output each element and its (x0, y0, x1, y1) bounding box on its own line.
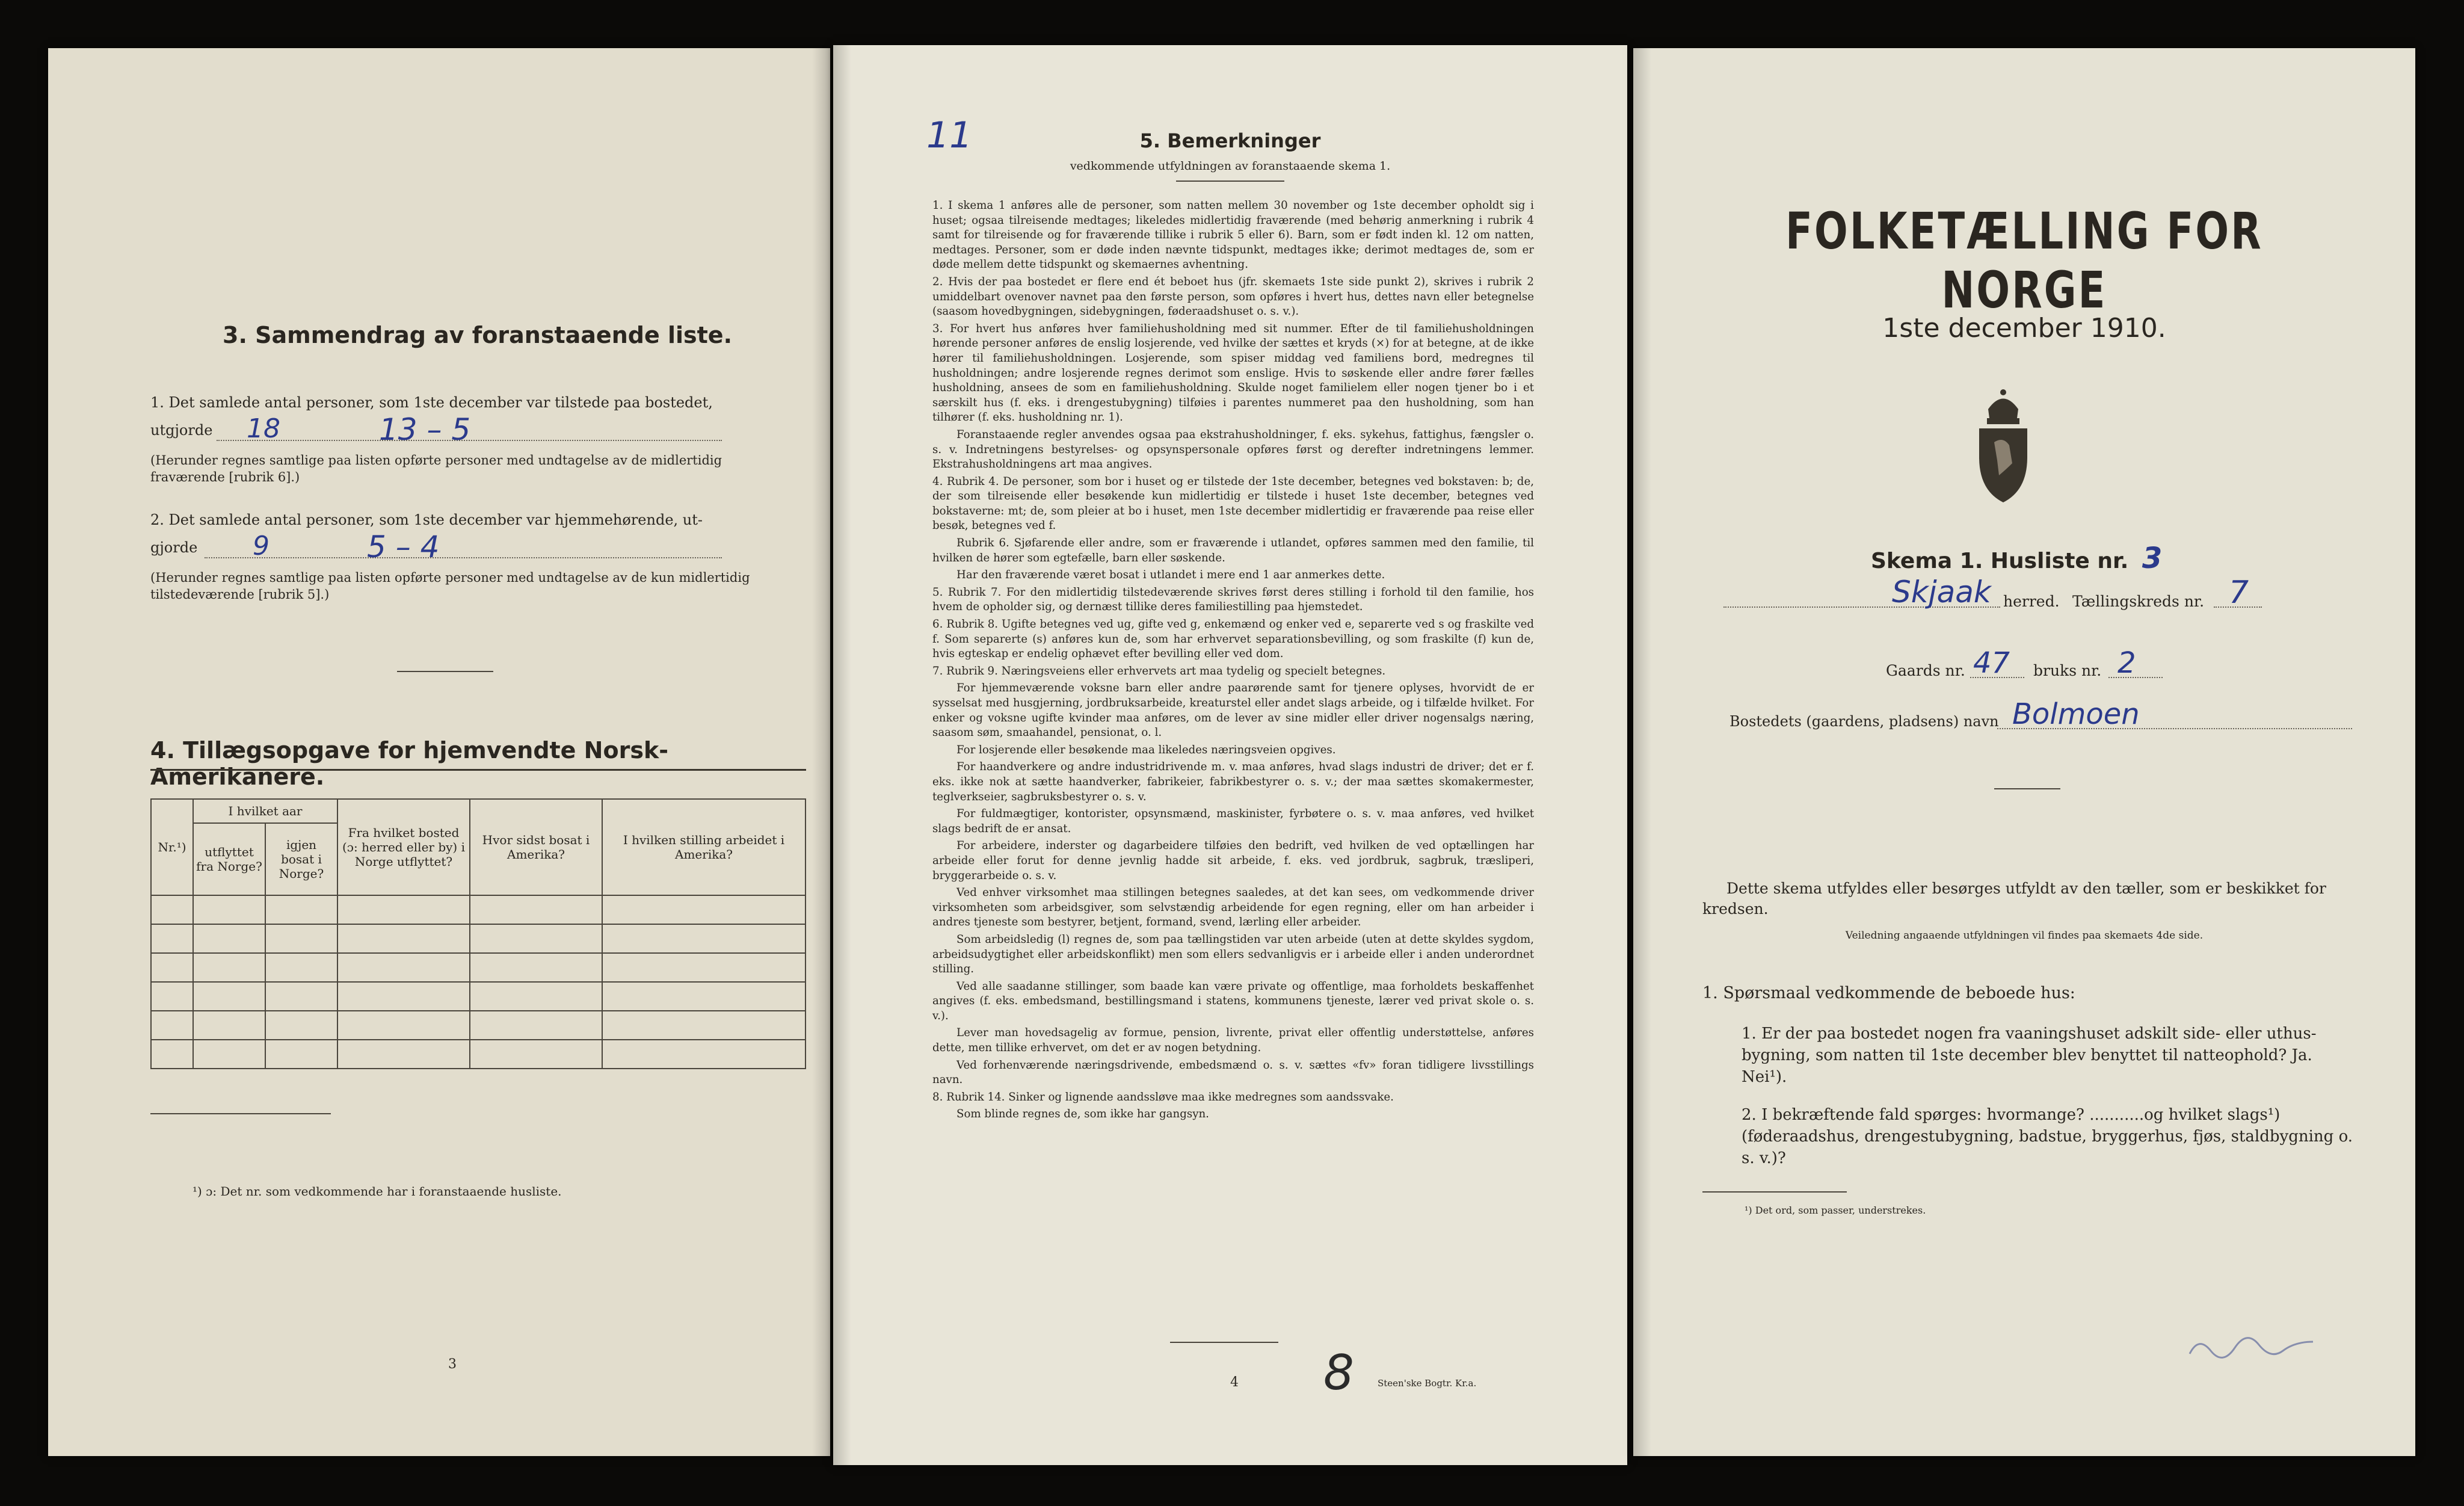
gaards-row (1886, 646, 2415, 692)
kreds-label: Tællingskreds nr. (2072, 593, 2205, 610)
section4-rule (150, 769, 806, 771)
table-row (151, 982, 805, 1011)
col-hvor-bosat: Hvor sidst bosat i Amerika? (470, 799, 602, 895)
page-number: 4 (1230, 1375, 1239, 1390)
husliste-number: 3 (2142, 542, 2163, 575)
question-2: 2. I bekræftende fald spørges: hvormange? ...........og hvilket slags¹) (føderaadshus, drengestubygning, badstue, bryggerhus, fjøs, staldbygning o. s. v.)? (1742, 1106, 2353, 1167)
table-row (151, 1040, 805, 1069)
remark-paragraph: For hjemmeværende voksne barn eller andre paarørende samt for tjenere oplyses, hvorvidt de er sysselsat med husgjerning, jordbruksarbeide, kreaturstel eller andet slags arbeide, og i tilfælde hvilket. For enker og voksne ugifte kvinder maa anføres, om de lever av sine midler eller driver nogensalgs næring, saasom søm, smaahandel, pensionat, o. l. (932, 682, 1534, 739)
norsk-amerikanere-table (150, 798, 806, 1069)
remark-paragraph: Rubrik 6. Sjøfarende eller andre, som er fraværende i utlandet, opføres sammen med den familie, til hvilken de hører som egtefælle, barn eller søskende. (932, 537, 1534, 564)
herred-value: Skjaak (1892, 575, 1991, 609)
item2-answer-row (150, 529, 800, 566)
printer-credit: Steen'ske Bogtr. Kr.a. (1378, 1378, 1477, 1389)
bosted-row (1729, 697, 2391, 743)
remark-paragraph: Som blinde regnes de, som ikke har gangsyn. (956, 1108, 1209, 1121)
item1-handwritten-split: 13 – 5 (379, 412, 471, 447)
right-page (1633, 48, 2415, 1456)
remark-paragraph: 1. I skema 1 anføres alle de personer, som natten mellem 30 november og 1ste december opholdt sig i huset; ogsaa tilreisende medtages; likeledes midlertidig fraværende (med behørig anmerkning i rubrik 4 samt for tilreisende og for fraværende tillike i rubrik 5 eller 6). Barn, som er født inden kl. 12 om natten, medtages. Personer, som er døde inden nævnte tidspunkt, medtages ikke; derimot medtages de, som er døde mellem dette tidspunkt og skemaernes avhentning. (932, 199, 1534, 271)
question-header-text: 1. Spørsmaal vedkommende de beboede hus: (1702, 984, 2075, 1002)
col-group-aar: I hvilket aar (193, 799, 337, 823)
section4-title: 4. Tillægsopgave for hjemvendte Norsk-Amerikanere. (150, 737, 668, 790)
bosted-label: Bostedets (gaardens, pladsens) navn (1729, 713, 1999, 730)
remark-paragraph: Ved enhver virksomhet maa stillingen betegnes saaledes, at det kan sees, om vedkommende driver virksomheten som arbeidsgiver, som selvstændig arbeidende for egen regning, eller om han arbeider i andres tjeneste som bestyrer, betjent, formand, svend, lærling eller arbeider. (932, 886, 1534, 929)
herred-label: herred. (2003, 593, 2060, 610)
remark-paragraph: 7. Rubrik 9. Næringsveiens eller erhvervets art maa tydelig og specielt betegnes. (932, 664, 1386, 677)
census-title: FOLKETÆLLING FOR NORGE (1785, 202, 2263, 319)
section3-item1 (150, 394, 800, 486)
question-1: 1. Er der paa bostedet nogen fra vaaningshuset adskilt side- eller uthus-bygning, som natten til 1ste december blev benyttet til natteophold? Ja. Nei¹). (1742, 1025, 2317, 1086)
item2-handwritten-total: 9 (253, 531, 270, 561)
table-row (151, 1011, 805, 1040)
remark-paragraph: Ved alle saadanne stillinger, som baade kan være private og offentlige, maa forholdets beskaffenhet angives (f. eks. embedsmand, bestillingsmand i statens, kommunens tjeneste, lærer ved privat skole o. s. v.). (932, 980, 1534, 1022)
page-fold-shadow (1633, 48, 1651, 1456)
coat-of-arms-icon (1970, 385, 2036, 505)
remark-paragraph: For losjerende eller besøkende maa likeledes næringsveien opgives. (956, 743, 1336, 756)
remarks-body (932, 199, 1534, 1125)
gaards-label: Gaards nr. (1886, 662, 1965, 679)
item2-label: gjorde (150, 539, 198, 556)
gaards-value: 47 (1973, 646, 2010, 680)
footnote-rule (150, 1113, 331, 1114)
ornament-divider (1994, 788, 2060, 789)
section3-item2 (150, 511, 800, 603)
remark-paragraph: Har den fraværende været bosat i utlandet i mere end 1 aar anmerkes dette. (956, 569, 1385, 582)
col-nr: Nr.¹) (151, 799, 193, 895)
remark-paragraph: 6. Rubrik 8. Ugifte betegnes ved ug, gifte ved g, enkemænd og enker ved e, separerte ved s og fraskilte ved f. Som separerte (s) anføres kun de, som har erhvervet separationsbevilling, og som fraskilte (f) kun de, hvis egteskap er endelig ophævet efter bevilling eller ved dom. (932, 618, 1534, 661)
footnote-text: ¹) Det ord, som passer, understrekes. (1745, 1205, 1926, 1216)
faint-stamp-scribble (2187, 1330, 2319, 1366)
middle-page (833, 45, 1627, 1465)
bosted-value: Bolmoen (2012, 697, 2140, 731)
item1-answer-row (150, 412, 800, 448)
herred-row (1723, 575, 2385, 626)
item2-note: (Herunder regnes samtlige paa listen opførte personer med undtagelse av de kun midlertidig tilstedeværende [rubrik 5].) (150, 570, 750, 602)
table-row (151, 924, 805, 953)
remark-paragraph: 2. Hvis der paa bostedet er flere end ét beboet hus (jfr. skemaets 1ste side punkt 2), skrives i rubrik 2 umiddelbart ovenover navnet paa den første person, som opføres i hvert hus, dettes navn eller betegnelse (saasom hovedbygningen, sidebygningen, føderaadshuset o. s. v.). (932, 275, 1534, 318)
census-date: 1ste december 1910. (1882, 313, 2166, 344)
page-number: 3 (448, 1357, 457, 1372)
remark-paragraph: For fuldmægtiger, kontorister, opsynsmænd, maskinister, fyrbøtere o. s. v. maa anføres, ved hvilket slags bedrift de er ansat. (932, 807, 1534, 835)
col-fra-bosted: Fra hvilket bosted (ɔ: herred eller by) i Norge utflyttet? (337, 799, 470, 895)
table-row (151, 953, 805, 982)
kreds-value: 7 (2229, 575, 2249, 611)
col-utflyttet: utflyttet fra Norge? (193, 823, 265, 895)
item2-handwritten-split: 5 – 4 (367, 529, 440, 564)
item1-label: utgjorde (150, 422, 213, 439)
col-igjen-bosat: igjen bosat i Norge? (265, 823, 337, 895)
col-stilling: I hvilken stilling arbeidet i Amerika? (602, 799, 805, 895)
remark-paragraph: Lever man hovedsagelig av formue, pension, livrente, privat eller offentlig understøttelse, anføres dette, men tillike erhvervet, om det er av nogen betydning. (932, 1026, 1534, 1055)
bottom-rule (1170, 1342, 1278, 1343)
remark-paragraph: 4. Rubrik 4. De personer, som bor i huset og er tilstede der 1ste december, betegnes ved bokstaven: b; de, der som tilreisende eller besøkende kun midlertidig er tilstede i huset 1ste december, betegnes ved bokstaverne: mt; de, som pleier at bo i huset, men 1ste december midlertidig er fraværende paa reise eller besøk, betegnes ved f. (932, 475, 1534, 532)
remark-paragraph: Ved forhenværende næringsdrivende, embedsmænd o. s. v. sættes «fv» foran tidligere livsstillings navn. (932, 1058, 1534, 1087)
item2-dotted-line (205, 557, 722, 558)
remark-paragraph: Som arbeidsledig (l) regnes de, som paa tællingstiden var uten arbeide (uten at dette skyldes sygdom, arbeidsudygtighet eller arbeidskonflikt) men som ellers sedvanligvis er i arbeide eller i anden underordnet stilling. (932, 933, 1534, 976)
bruks-value: 2 (2118, 646, 2136, 680)
remark-paragraph: For haandverkere og andre industridrivende m. v. maa anføres, hvad slags industri de driver; det er f. eks. ikke nok at sætte haandverker, fabrikeier, fabrikbestyrer o. s. v.; der maa sættes skomakermester, teglverkseier, sagbruksbestyrer o. s. v. (932, 761, 1534, 803)
table-row (151, 895, 805, 924)
left-page (48, 48, 830, 1456)
handwritten-sheet-number: 11 (926, 114, 973, 156)
title-rule (1176, 181, 1284, 182)
handwritten-mark: 8 (1323, 1345, 1354, 1401)
remark-paragraph: 3. For hvert hus anføres hver familiehusholdning med sit nummer. Efter de til familiehusholdningen hørende personer anføres de enslig losjerende, ved hvilke der sættes et kryds (×) for at betegne, at de ikke hører til familiehusholdningen. Losjerende, som spiser middag ved familiens bord, medregnes til husholdningen; andre losjerende regnes derimot som enslige. Hvis to søskende eller andre fører fælles husholdning, ansees de som en familiehusholdning. Skulde noget familielem eller nogen tjener bo i et særskilt hus (f. eks. i drengestubygning) tilføies i parentes nummeret paa den husholdning, som han tilhører (f. eks. husholdning nr. 1). (932, 322, 1534, 424)
page-fold-shadow (833, 45, 851, 1465)
item1-handwritten-total: 18 (247, 413, 280, 444)
veiledning-text: Veiledning angaaende utfyldningen vil findes paa skemaets 4de side. (1845, 930, 2204, 942)
item1-note: (Herunder regnes samtlige paa listen opførte personer med undtagelse av de midlertidig fraværende [rubrik 6].) (150, 453, 722, 484)
divider (397, 671, 493, 672)
skema-husliste-label: Skema 1. Husliste nr. (1871, 549, 2129, 573)
remark-paragraph: Foranstaaende regler anvendes ogsaa paa ekstrahusholdninger, f. eks. sykehus, fattighus, fængsler o. s. v. Indretningens bestyrelses- og opsynspersonale opføres først og derefter indretningens lemmer. Ekstrahusholdningens art maa angives. (932, 428, 1534, 471)
question-header (1702, 984, 2075, 1002)
remark-paragraph: 8. Rubrik 14. Sinker og lignende aandssløve maa ikke medregnes som aandssvake. (932, 1090, 1394, 1103)
bruks-label: bruks nr. (2033, 662, 2102, 679)
instruction-text: Dette skema utfyldes eller besørges utfyldt av den tæller, som er beskikket for kredsen. (1702, 880, 2326, 918)
section3-title: 3. Sammendrag av foranstaaende liste. (223, 322, 733, 348)
remark-paragraph: 5. Rubrik 7. For den midlertidig tilstedeværende skrives først deres stilling i forhold til den familie, hos hvem de opholder sig, og dernæst tillike deres familiestilling paa hjemstedet. (932, 585, 1534, 614)
remarks-title: 5. Bemerkninger (1139, 129, 1321, 152)
item2-text: 2. Det samlede antal personer, som 1ste december var hjemmehørende, ut- (150, 511, 703, 528)
remarks-subtitle: vedkommende utfyldningen av foranstaaende skema 1. (1070, 159, 1391, 173)
item1-text: 1. Det samlede antal personer, som 1ste december var tilstede paa bostedet, (150, 394, 713, 411)
footnote-rule (1702, 1191, 1847, 1193)
section4-footnote: ¹) ɔ: Det nr. som vedkommende har i foranstaaende husliste. (192, 1184, 562, 1199)
skema-label (1871, 542, 2162, 575)
remark-paragraph: For arbeidere, inderster og dagarbeidere tilføies den bedrift, ved hvilken de ved optællingen har arbeide eller forut for denne jevnlig hadde sit arbeide, f. eks. ved jordbruk, sagbruk, træsliperi, bryggerarbeide o. s. v. (932, 839, 1534, 882)
